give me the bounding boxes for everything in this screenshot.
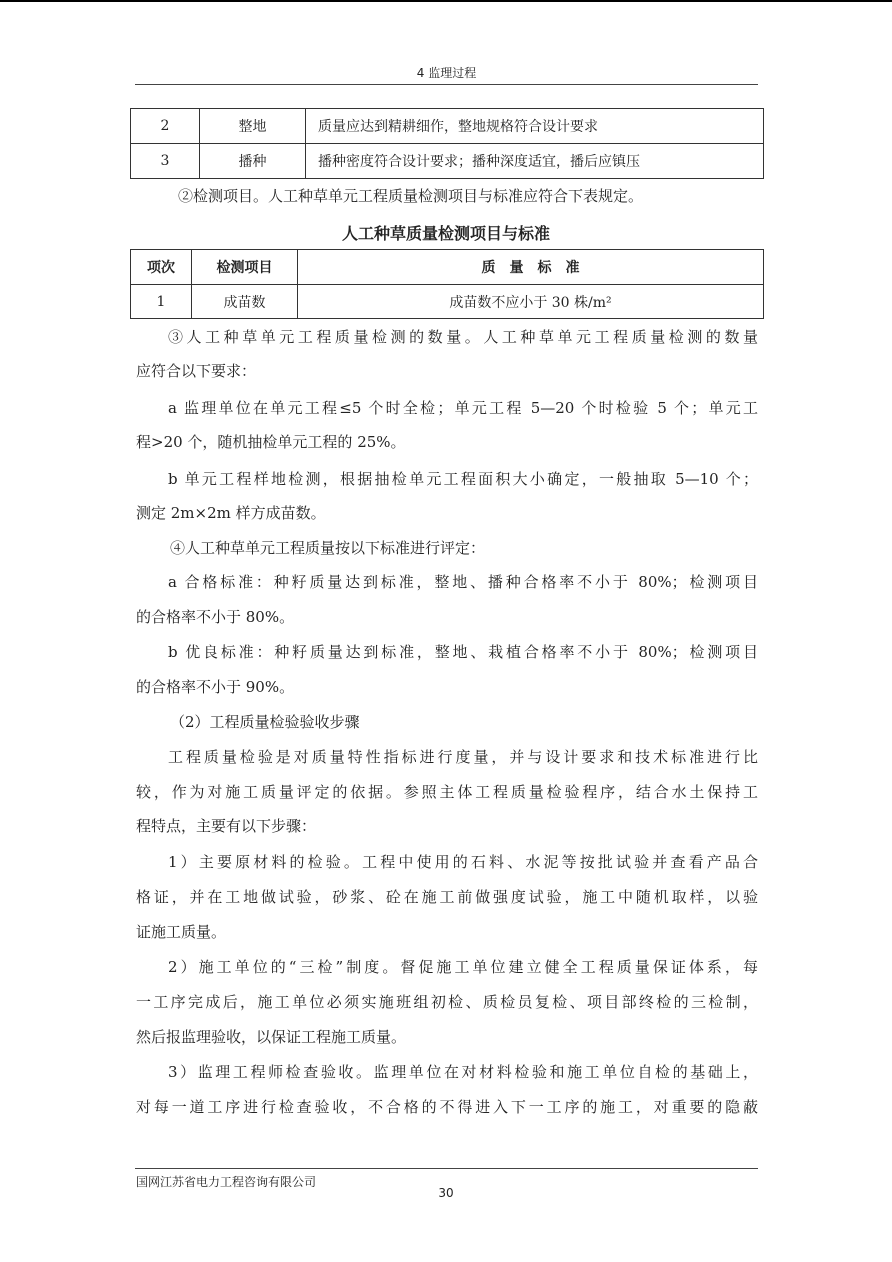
process-requirements-table <box>130 108 764 179</box>
table-row <box>131 109 764 144</box>
body-line: 应符合以下要求： <box>136 362 257 380</box>
header-rule <box>135 84 758 85</box>
footer-rule <box>135 1168 758 1169</box>
column-header-standard: 质 量 标 准 <box>298 250 764 285</box>
body-line: 的合格率不小于 80%。 <box>136 608 295 626</box>
body-line: b 优良标准：种籽质量达到标准，整地、栽植合格率不小于 80%；检测项目 <box>168 643 758 661</box>
body-line: 对每一道工序进行检查验收，不合格的不得进入下一工序的施工，对重要的隐蔽 <box>136 1098 758 1116</box>
table-title: 人工种草质量检测项目与标准 <box>341 224 550 243</box>
body-line: 工程质量检验是对质量特性指标进行度量，并与设计要求和技术标准进行比 <box>168 748 758 766</box>
row-requirement: 质量应达到精耕细作，整地规格符合设计要求 <box>306 109 764 144</box>
row-item: 成苗数 <box>192 285 298 319</box>
body-line: 格证，并在工地做试验，砂浆、砼在施工前做强度试验，施工中随机取样，以验 <box>136 888 758 906</box>
inspection-standard-table <box>130 249 764 319</box>
table-row <box>131 144 764 179</box>
section-heading: （2）工程质量检验验收步骤 <box>170 713 360 731</box>
body-line: 程>20 个，随机抽检单元工程的 25%。 <box>136 433 406 451</box>
page-number: 30 <box>438 1186 454 1200</box>
body-line: a 监理单位在单元工程≤5 个时全检；单元工程 5—20 个时检验 5 个；单元工 <box>168 399 758 417</box>
body-line: b 单元工程样地检测，根据抽检单元工程面积大小确定，一般抽取 5—10 个； <box>168 470 758 488</box>
row-standard: 成苗数不应小于 30 株/m² <box>298 285 764 319</box>
body-line: 然后报监理验收，以保证工程施工质量。 <box>136 1028 407 1046</box>
column-header-no: 项次 <box>131 250 192 285</box>
page-top-border <box>0 0 892 2</box>
body-line: 测定 2m×2m 样方成苗数。 <box>136 504 326 522</box>
body-line: 一工序完成后，施工单位必须实施班组初检、质检员复检、项目部终检的三检制， <box>136 993 758 1011</box>
row-number: 3 <box>131 144 200 179</box>
row-item: 整地 <box>200 109 306 144</box>
body-line: ④人工种草单元工程质量按以下标准进行评定： <box>170 539 486 557</box>
body-line: a 合格标准：种籽质量达到标准，整地、播种合格率不小于 80%；检测项目 <box>168 573 758 591</box>
table-header-row <box>131 250 764 285</box>
running-header: 4 监理过程 <box>416 66 477 80</box>
body-line: 的合格率不小于 90%。 <box>136 678 295 696</box>
body-line: 1）主要原材料的检验。工程中使用的石料、水泥等按批试验并查看产品合 <box>168 853 758 871</box>
row-number: 1 <box>131 285 192 319</box>
table-row <box>131 285 764 319</box>
body-line: 程特点，主要有以下步骤： <box>136 817 317 835</box>
body-line: ③人工种草单元工程质量检测的数量。人工种草单元工程质量检测的数量 <box>168 328 758 346</box>
row-requirement: 播种密度符合设计要求；播种深度适宜，播后应镇压 <box>306 144 764 179</box>
row-number: 2 <box>131 109 200 144</box>
column-header-item: 检测项目 <box>192 250 298 285</box>
body-line: 2）施工单位的“三检”制度。督促施工单位建立健全工程质量保证体系，每 <box>168 958 758 976</box>
inspection-items-paragraph: ②检测项目。人工种草单元工程质量检测项目与标准应符合下表规定。 <box>178 187 644 205</box>
row-item: 播种 <box>200 144 306 179</box>
body-line: 3）监理工程师检查验收。监理单位在对材料检验和施工单位自检的基础上， <box>168 1063 758 1081</box>
body-line: 较，作为对施工质量评定的依据。参照主体工程质量检验程序，结合水土保持工 <box>136 783 758 801</box>
body-line: 证施工质量。 <box>136 923 227 941</box>
footer-organization: 国网江苏省电力工程咨询有限公司 <box>136 1175 317 1189</box>
